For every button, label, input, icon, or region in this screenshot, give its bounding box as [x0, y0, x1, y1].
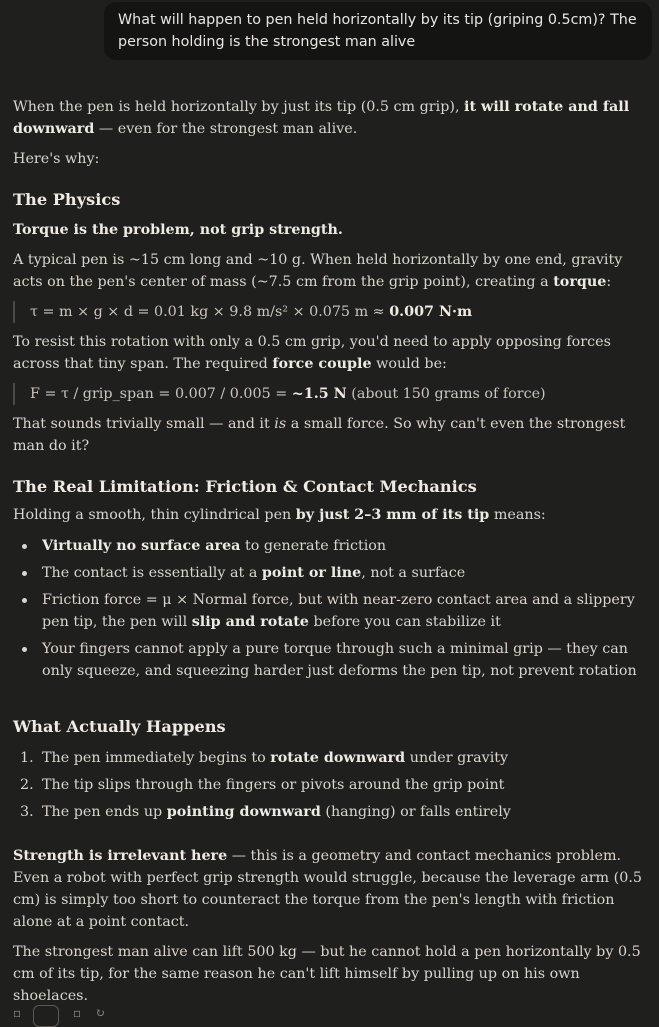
user-message-text: What will happen to pen held horizontally by its tip (griping 0.5cm)? The person holding is the strongest man alive	[118, 12, 637, 50]
closing-paragraph: The strongest man alive can lift 500 kg — but he cannot hold a pen horizontally by 0.5 cm of its tip, for the same reason he can't lift himself by pulling up on his own shoelaces.	[13, 944, 641, 1004]
force-equation: F = τ / grip_span = 0.007 / 0.005 = ~1.5 N (about 150 grams of force)	[13, 383, 643, 405]
list-item: Friction force = μ × Normal force, but with near-zero contact area and a slippery pen tip, the pen will slip and rotate before you can stabilize it	[13, 589, 643, 633]
list-item: Your fingers cannot apply a pure torque through such a minimal grip — they can only squeeze, and squeezing harder just deforms the pen tip, not prevent rotation	[13, 638, 643, 682]
torque-equation: τ = m × g × d = 0.01 kg × 9.8 m/s² × 0.075 m ≈ 0.007 N·m	[13, 301, 643, 323]
heading-what-happens: What Actually Happens	[13, 717, 226, 736]
heading-physics: The Physics	[13, 190, 121, 209]
list-item: 1. The pen immediately begins to rotate downward under gravity	[20, 750, 509, 766]
typical-pen-paragraph: A typical pen is ~15 cm long and ~10 g. When held horizontally by one end, gravity acts on the pen's center of mass (~7.5 cm from the grip point), creating a torque:	[13, 252, 623, 290]
thumbs-down-icon[interactable]: ▫	[73, 1006, 82, 1020]
copy-icon[interactable]: ▫	[13, 1006, 22, 1020]
list-item: 2. The tip slips through the fingers or pivots around the grip point	[20, 777, 505, 793]
retry-icon[interactable]: ↻	[95, 1006, 106, 1020]
resist-paragraph: To resist this rotation with only a 0.5 cm grip, you'd need to apply opposing forces across that tiny span. The required force couple would be:	[13, 334, 611, 372]
intro-paragraph: When the pen is held horizontally by just its tip (0.5 cm grip), it will rotate and fall downward — even for the strongest man alive.	[13, 99, 630, 137]
heading-limitation: The Real Limitation: Friction & Contact Mechanics	[13, 477, 477, 496]
sounds-paragraph: That sounds trivially small — and it is a small force. So why can't even the strongest man do it?	[13, 416, 626, 454]
strength-paragraph: Strength is irrelevant here — this is a geometry and contact mechanics problem. Even a robot with perfect grip strength would struggle, because the leverage arm (0.5 cm) is simply too short to counteract the torque from the pen's length with friction alone at a point contact.	[13, 848, 642, 930]
list-item: 3. The pen ends up pointing downward (hanging) or falls entirely	[20, 804, 511, 820]
user-message-bubble	[104, 2, 652, 60]
limitation-list	[13, 535, 643, 682]
assistant-response	[13, 96, 643, 1007]
holding-paragraph: Holding a smooth, thin cylindrical pen by just 2–3 mm of its tip means:	[13, 507, 546, 523]
list-item: Virtually no surface area to generate friction	[13, 535, 643, 557]
torque-problem: Torque is the problem, not grip strength.	[13, 222, 343, 238]
thumbs-up-icon[interactable]	[33, 1005, 59, 1027]
steps-list	[13, 747, 643, 823]
list-item: The contact is essentially at a point or line, not a surface	[13, 562, 643, 584]
message-actions	[13, 1003, 213, 1020]
heres-why: Here's why:	[13, 151, 100, 167]
